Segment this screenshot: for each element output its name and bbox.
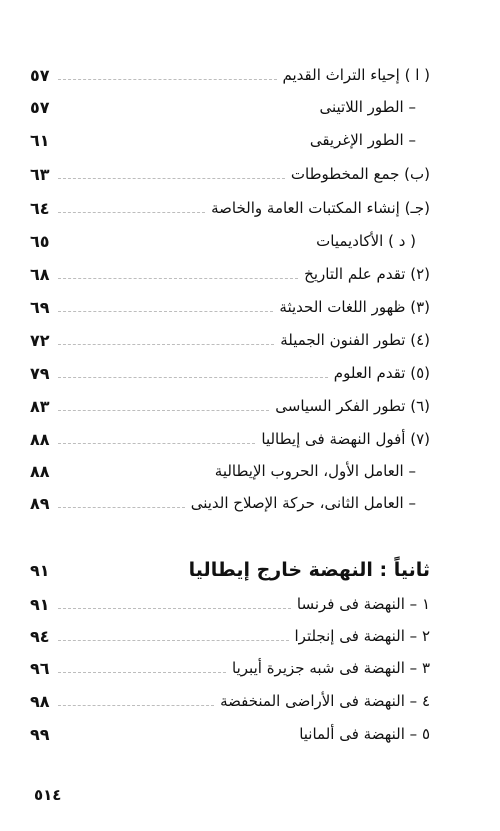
leader-dots <box>58 738 293 739</box>
toc-entry <box>30 721 430 747</box>
leader-dots <box>58 608 291 609</box>
toc-entry-page: ٧٢ <box>30 330 50 350</box>
toc-entry-page: ٦٨ <box>30 264 50 284</box>
toc-entry-page: ٨٨ <box>30 461 50 481</box>
toc-entry-page: ٩٩ <box>30 724 50 744</box>
toc-entry-title: – العامل الأول، الحروب الإيطالية <box>214 462 416 480</box>
leader-dots <box>58 311 273 312</box>
toc-entry <box>30 94 416 120</box>
toc-entry-page: ٨٩ <box>30 493 50 513</box>
toc-entry-page: ٥٧ <box>30 97 50 117</box>
section-heading-title: ثانياً : النهضة خارج إيطاليا <box>188 559 430 581</box>
toc-entry-title: (٦) تطور الفكر السياسى <box>275 397 430 415</box>
toc-entry <box>30 161 430 187</box>
toc-entry-page: ٦٩ <box>30 297 50 317</box>
leader-dots <box>58 640 289 641</box>
toc-entry <box>30 294 430 320</box>
toc-entry-page: ٩٤ <box>30 626 50 646</box>
leader-dots <box>58 111 314 112</box>
toc-entry-page: ٧٩ <box>30 363 50 383</box>
leader-dots <box>58 344 274 345</box>
toc-entry-title: (جـ) إنشاء المكتبات العامة والخاصة <box>211 199 430 217</box>
toc-entry-title: ( د ) الأكاديميات <box>316 232 416 250</box>
toc-entry-title: ٤ – النهضة فى الأراضى المنخفضة <box>220 692 430 710</box>
leader-dots <box>58 79 277 80</box>
toc-entry-title: ٥ – النهضة فى ألمانيا <box>299 725 430 743</box>
toc-entry-page: ٦٤ <box>30 198 50 218</box>
toc-entry-title: ٣ – النهضة فى شبه جزيرة أيبريا <box>232 659 430 677</box>
toc-entry-title: (٧) أفول النهضة فى إيطاليا <box>261 430 430 448</box>
toc-entry-page: ٦١ <box>30 130 50 150</box>
toc-entry <box>30 261 430 287</box>
leader-dots <box>58 507 185 508</box>
toc-entry-title: ١ – النهضة فى فرنسا <box>296 595 430 613</box>
toc-entry-title: ( ا ) إحياء التراث القديم <box>282 66 430 84</box>
toc-entry-title: (ب) جمع المخطوطات <box>290 165 430 183</box>
leader-dots <box>58 705 214 706</box>
toc-entry <box>30 195 430 221</box>
toc-entry <box>30 228 416 254</box>
leader-dots <box>58 278 298 279</box>
toc-entry <box>30 655 430 681</box>
toc-entry <box>30 327 430 353</box>
toc-entry <box>30 688 430 714</box>
leader-dots <box>58 672 226 673</box>
toc-entry-page: ٩١ <box>30 594 50 614</box>
toc-entry <box>30 393 430 419</box>
leader-dots <box>58 475 209 476</box>
toc-entry <box>30 623 430 649</box>
leader-dots <box>58 178 285 179</box>
toc-entry-title: (٢) تقدم علم التاريخ <box>304 265 430 283</box>
toc-entry-title: – العامل الثانى، حركة الإصلاح الدينى <box>190 494 416 512</box>
toc-entry <box>30 360 430 386</box>
toc-entry-title: (٣) ظهور اللغات الحديثة <box>279 298 430 316</box>
toc-entry-page: ٩٨ <box>30 691 50 711</box>
leader-dots <box>58 410 269 411</box>
section-heading-page: ٩١ <box>30 560 50 580</box>
toc-entry-page: ٨٨ <box>30 429 50 449</box>
section-heading <box>30 555 430 585</box>
toc-entry <box>30 62 430 88</box>
toc-entry-page: ٨٣ <box>30 396 50 416</box>
leader-dots <box>58 212 205 213</box>
toc-entry-title: – الطور اللاتينى <box>319 98 416 116</box>
leader-dots <box>58 245 310 246</box>
page-number: ٥١٤ <box>34 786 62 804</box>
toc-entry <box>30 490 416 516</box>
toc-entry-page: ٩٦ <box>30 658 50 678</box>
leader-dots <box>58 377 328 378</box>
toc-entry-page: ٦٣ <box>30 164 50 184</box>
toc-entry-page: ٥٧ <box>30 65 50 85</box>
toc-entry-page: ٦٥ <box>30 231 50 251</box>
toc-entry-title: (٥) تقدم العلوم <box>333 364 430 382</box>
toc-entry-title: – الطور الإغريقى <box>309 131 416 149</box>
toc-entry <box>30 458 416 484</box>
toc-entry-title: (٤) تطور الفنون الجميلة <box>280 331 430 349</box>
leader-dots <box>58 443 255 444</box>
toc-entry <box>30 426 430 452</box>
toc-entry <box>30 127 416 153</box>
toc-entry-title: ٢ – النهضة فى إنجلترا <box>294 627 430 645</box>
leader-dots <box>58 144 304 145</box>
toc-entry <box>30 591 430 617</box>
